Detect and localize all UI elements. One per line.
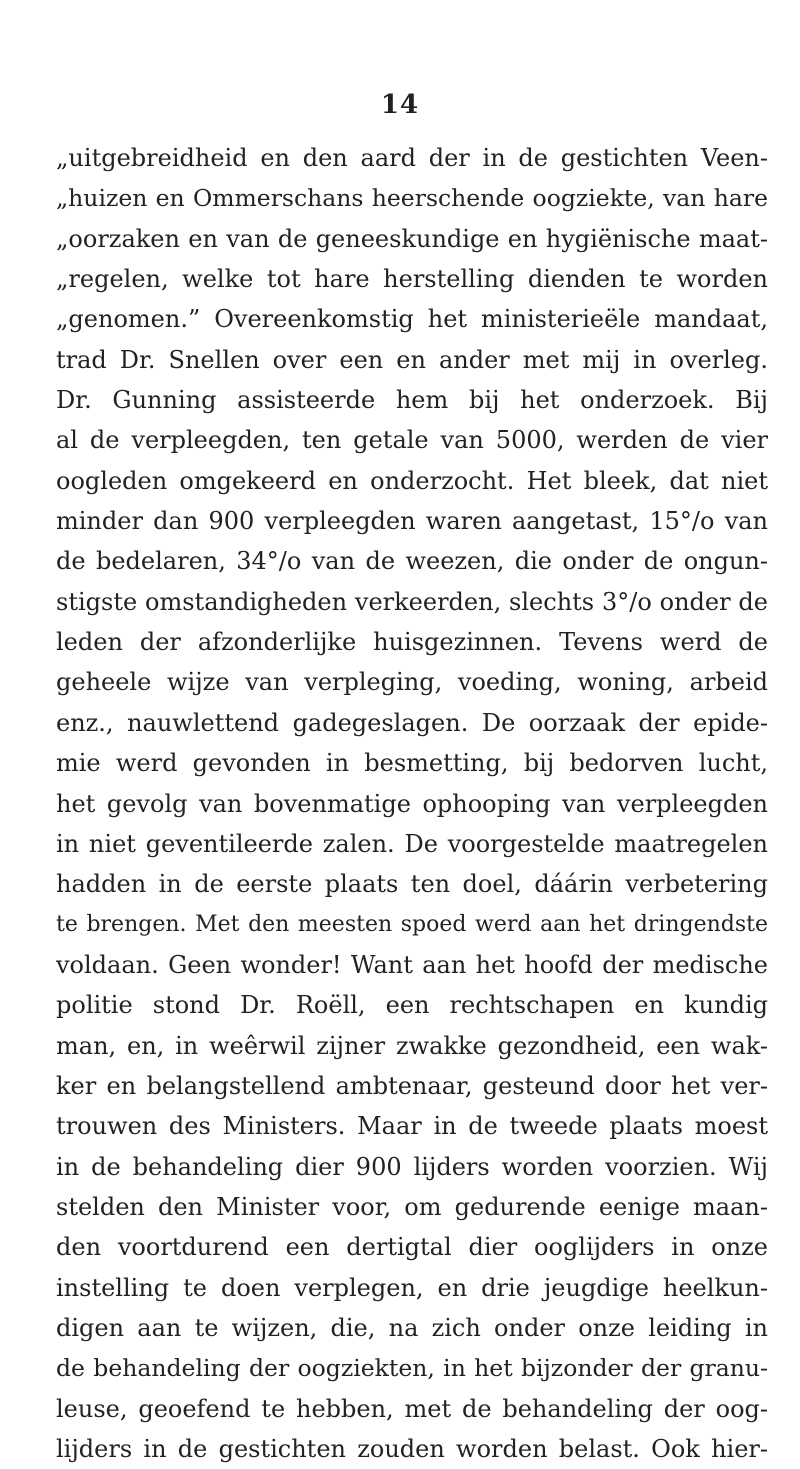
text-line: oogleden omgekeerd en onderzocht. Het bleek, dat niet — [56, 466, 768, 495]
text-line: „genomen.” Overeenkomstig het ministerieële mandaat, — [56, 305, 768, 334]
text-line: instelling te doen verplegen, en drie jeugdige heelkun- — [56, 1273, 768, 1302]
text-line: „regelen, welke tot hare herstelling dienden te worden — [56, 265, 768, 294]
text-line: mie werd gevonden in besmetting, bij bedorven lucht, — [56, 749, 768, 778]
text-line: man, en, in weêrwil zijner zwakke gezondheid, een wak- — [56, 1031, 768, 1060]
text-line: trad Dr. Snellen over een en ander met mij in overleg. — [56, 345, 768, 374]
text-line: stelden den Minister voor, om gedurende eenige maan- — [56, 1192, 768, 1221]
text-line: in niet geventileerde zalen. De voorgestelde maatregelen — [56, 829, 768, 858]
text-line: het gevolg van bovenmatige ophooping van verpleegden — [56, 789, 768, 818]
text-line: hadden in de eerste plaats ten doel, dáárin verbetering — [56, 870, 768, 899]
text-line: in de behandeling dier 900 lijders worden voorzien. Wij — [56, 1152, 768, 1181]
page-number: 14 — [380, 90, 420, 120]
text-line: lijders in de gestichten zouden worden belast. Ook hier- — [56, 1435, 768, 1463]
text-line: leden der afzonderlijke huisgezinnen. Tevens werd de — [56, 628, 768, 657]
text-line: „oorzaken en van de geneeskundige en hygiënische maat- — [56, 224, 768, 253]
text-line: geheele wijze van verpleging, voeding, woning, arbeid — [56, 668, 768, 697]
text-line: al de verpleegden, ten getale van 5000, werden de vier — [56, 426, 768, 455]
text-line: stigste omstandigheden verkeerden, slechts 3°/o onder de — [56, 587, 768, 616]
text-line: de behandeling der oogziekten, in het bijzonder der granu- — [56, 1354, 768, 1383]
text-line: voldaan. Geen wonder! Want aan het hoofd der medische — [56, 950, 768, 979]
text-line: digen aan te wijzen, die, na zich onder onze leiding in — [56, 1313, 768, 1342]
text-line: politie stond Dr. Roëll, een rechtschapen en kundig — [56, 991, 768, 1020]
text-line: te brengen. Met den meesten spoed werd aan het dringendste — [56, 911, 768, 937]
body-text — [56, 138, 768, 1469]
text-line: „uitgebreidheid en den aard der in de gestichten Veen- — [56, 144, 768, 172]
text-line: enz., nauwlettend gadegeslagen. De oorzaak der epide- — [56, 708, 768, 737]
text-line: de bedelaren, 34°/o van de weezen, die onder de ongun- — [56, 547, 768, 576]
text-line: trouwen des Ministers. Maar in de tweede plaats moest — [56, 1112, 768, 1141]
text-line: ker en belangstellend ambtenaar, gesteund door het ver- — [56, 1071, 768, 1100]
text-line: den voortdurend een dertigtal dier ooglijders in onze — [56, 1233, 768, 1262]
text-line: „huizen en Ommerschans heerschende oogziekte, van hare — [56, 184, 768, 213]
text-line: minder dan 900 verpleegden waren aangetast, 15°/o van — [56, 507, 768, 536]
text-line: leuse, geoefend te hebben, met de behandeling der oog- — [56, 1394, 768, 1423]
text-line: Dr. Gunning assisteerde hem bij het onderzoek. Bij — [56, 386, 768, 415]
